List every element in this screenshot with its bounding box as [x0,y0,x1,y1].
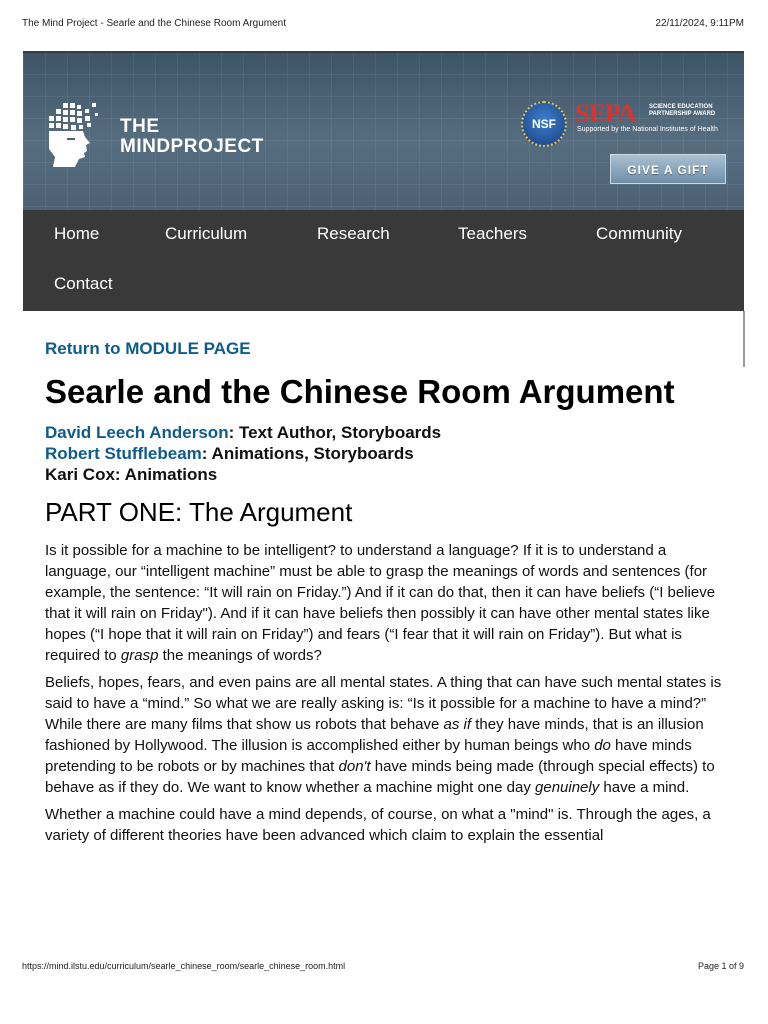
credit-line [45,422,725,443]
paragraph-1 [45,540,725,666]
nav-item-curriculum[interactable]: Curriculum [165,224,248,243]
credit-role: : Text Author, Storyboards [228,423,442,442]
print-footer [22,961,744,975]
nav-item-home[interactable]: Home [54,224,100,243]
main-navigation [23,210,744,311]
sepa-small-line-1: SCIENCE EDUCATION [649,104,713,110]
print-page-number: Page 1 of 9 [697,961,744,971]
nav-item-teachers[interactable]: Teachers [458,224,527,243]
emphasis-text: don't [338,758,371,775]
paragraph-text: have minds pretending to be robots or by machines that [45,737,692,775]
article-content [45,336,725,852]
nav-item-community[interactable]: Community [596,224,682,243]
emphasis-text: grasp [120,647,159,664]
site-logo-text[interactable] [120,117,264,157]
sepa-wordmark: SEPA [575,99,636,128]
print-page-title: The Mind Project - Searle and the Chinese Room Argument [22,18,287,29]
logo-line-2: MINDPROJECT [120,136,264,157]
credit-line [45,443,725,464]
nav-item-research[interactable]: Research [317,224,390,243]
scrollbar[interactable] [743,311,745,367]
paragraph-text: Beliefs, hopes, fears, and even pains are all mental states. A thing that can have such mental states is said to have a “mind.” So what we are really asking is: “Is it possible for a machine to have a mind?” While there are many films that show us robots that behave [45,674,722,733]
sepa-small-line-2: PARTNERSHIP AWARD [649,111,716,117]
paragraph-text: the meanings of words? [158,647,322,664]
nav-item-contact[interactable]: Contact [54,274,113,293]
paragraph-3: Whether a machine could have a mind depends, of course, on what a "mind" is. Through the ages, a variety of different theories have been advanced which claim to explain the essential [45,806,711,844]
paragraph-text: they have minds, that is an illusion fashioned by Hollywood. The illusion is accomplished either by human beings who [45,716,704,754]
paragraph-text: have minds being made (through special effects) to behave as if they do. We want to know whether a machine might one day [45,758,715,796]
return-to-module-link[interactable]: Return to MODULE PAGE [45,339,251,358]
emphasis-text: genuinely [535,779,600,796]
paragraph-text: have a mind. [599,779,690,796]
paragraph-text: Is it possible for a machine to be intelligent? to understand a language? If it is to understand a language, our “intelligent machine” must be able to grasp the meanings of words and sentences (for example, the sentence: “It will rain on Friday.”) And if it can do that, then it can have beliefs (“I believe that it will rain on Friday"). And if it can have beliefs then possibly it can have other mental states like hopes (“I hope that it will rain on Friday”) and fears (“I fear that it will rain on Friday”). But what is required to [45,542,716,664]
credit-plain: Kari Cox: Animations [45,465,218,484]
credit-role: : Animations, Storyboards [201,444,414,463]
paragraph-2 [45,672,725,798]
author-link-anderson[interactable]: David Leech Anderson [45,423,229,442]
logo-line-1: THE [120,116,160,137]
emphasis-text: do [594,737,611,754]
author-link-stufflebeam[interactable]: Robert Stufflebeam [45,444,202,463]
nsf-seal-icon: NSF [521,101,567,147]
page-title: Searle and the Chinese Room Argument [45,373,675,410]
sepa-award-logo [521,99,731,151]
print-datetime: 22/11/2024, 9:11PM [655,18,744,29]
sepa-award-text [649,104,729,118]
sepa-support-text: Supported by the National Institutes of Health [577,126,718,133]
give-a-gift-button[interactable]: GIVE A GIFT [610,154,726,184]
print-url: https://mind.ilstu.edu/curriculum/searle_chinese_room/searle_chinese_room.html [22,961,346,971]
site-banner [23,51,744,212]
section-heading: PART ONE: The Argument [45,497,353,527]
credit-line [45,464,725,485]
emphasis-text: as if [443,716,472,733]
mind-project-head-logo-icon[interactable] [43,101,111,169]
